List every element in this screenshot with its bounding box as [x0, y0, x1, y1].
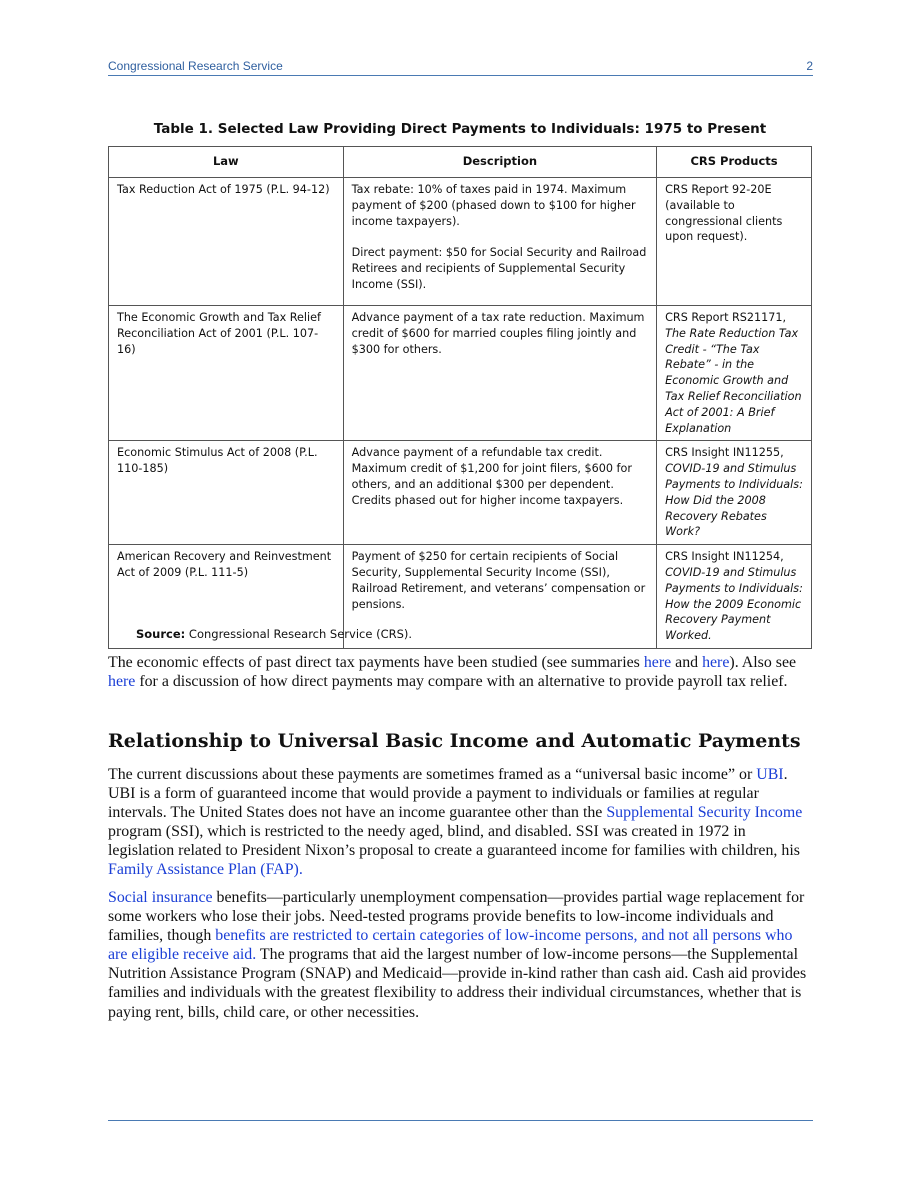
- law-cell: The Economic Growth and Tax Relief Reconciliation Act of 2001 (P.L. 107-16): [109, 306, 344, 441]
- page-number: 2: [806, 59, 813, 73]
- law-cell: American Recovery and Reinvestment Act of 2009 (P.L. 111-5): [109, 545, 344, 649]
- crs-products-cell: [657, 178, 812, 306]
- law-cell: Economic Stimulus Act of 2008 (P.L. 110-185): [109, 441, 344, 545]
- crs-product-title: The Rate Reduction Tax Credit - “The Tax Rebate” - in the Economic Growth and Tax Relief Reconciliation Act of 2001: A Brief Explanation: [665, 326, 802, 435]
- description-text: Tax rebate: 10% of taxes paid in 1974. Maximum payment of $200 (phased down to $100 for higher income taxpayers).: [351, 183, 636, 228]
- table-row: [109, 178, 812, 306]
- fap-link[interactable]: Family Assistance Plan (FAP).: [108, 861, 303, 879]
- description-cell: Advance payment of a refundable tax credit. Maximum credit of $1,200 for joint filers, $600 for others, and an additional $300 per dependent. Credits phased out for higher income taxpayers.: [343, 441, 656, 545]
- table-row: [109, 441, 812, 545]
- column-header-description: Description: [343, 147, 656, 178]
- ssi-link[interactable]: Supplemental Security Income: [606, 804, 803, 822]
- description-cell: Advance payment of a tax rate reduction. Maximum credit of $600 for married couples filing jointly and $300 for others.: [343, 306, 656, 441]
- crs-product-title: COVID-19 and Stimulus Payments to Individuals: How Did the 2008 Recovery Rebates Work?: [665, 462, 803, 539]
- laws-table: [108, 146, 812, 649]
- crs-product-id: CRS Report RS21171,: [665, 311, 787, 324]
- header-org-name: Congressional Research Service: [108, 59, 283, 73]
- paragraph-text: . UBI is a form of guaranteed income that would provide a payment to individuals or families at regular intervals. The United States does not have an income guarantee other than the: [108, 766, 788, 822]
- paragraph-social-insurance: [108, 888, 813, 1022]
- paragraph-past-payments: [108, 653, 813, 691]
- paragraph-text: and: [671, 654, 703, 671]
- column-header-law: Law: [109, 147, 344, 178]
- here-link-2[interactable]: here: [702, 654, 730, 671]
- paragraph-ubi: [108, 765, 813, 880]
- crs-products-cell: [657, 306, 812, 441]
- benefits-restricted-link[interactable]: benefits are restricted to certain categories of low-income persons, and not all persons who are eligible receive aid.: [108, 927, 793, 964]
- paragraph-text: for a discussion of how direct payments may compare with an alternative to provide payroll tax relief.: [135, 673, 788, 691]
- social-insurance-link[interactable]: Social insurance: [108, 889, 213, 906]
- source-label: Source:: [136, 627, 186, 641]
- crs-product-title: COVID-19 and Stimulus Payments to Individuals: How the 2009 Economic Recovery Payment Worked.: [665, 565, 803, 643]
- section-heading: Relationship to Universal Basic Income and Automatic Payments: [108, 730, 801, 752]
- footer-rule: [108, 1120, 813, 1121]
- paragraph-text: The economic effects of past direct tax payments have been studied (see summaries: [108, 654, 644, 671]
- crs-product-id: CRS Insight IN11255,: [665, 446, 784, 460]
- paragraph-text: benefits—particularly unemployment compensation—provides partial wage replacement for some workers who lose their jobs. Need-tested programs provide benefits to low-income individuals and families, though: [108, 889, 805, 945]
- crs-products-cell: [657, 545, 812, 649]
- paragraph-text: program (SSI), which is restricted to the needy aged, blind, and disabled. SSI was created in 1972 in legislation related to President Nixon’s proposal to create a guaranteed income for families with children, his: [108, 823, 800, 860]
- here-link-1[interactable]: here: [643, 654, 672, 671]
- ubi-link[interactable]: UBI: [756, 766, 784, 783]
- table-row: [109, 306, 812, 441]
- paragraph-text: The current discussions about these payments are sometimes framed as a “universal basic income” or: [108, 766, 757, 783]
- column-header-crs-products: CRS Products: [657, 147, 812, 178]
- here-link-3[interactable]: here: [108, 673, 136, 691]
- source-text: Congressional Research Service (CRS).: [185, 627, 413, 641]
- table-header-row: [109, 147, 812, 178]
- paragraph-text: The programs that aid the largest number of low-income persons—the Supplemental Nutrition Assistance Program (SNAP) and Medicaid—provide in-kind rather than cash aid. Cash aid provides families and individuals with the greatest flexibility to address their individual circumstances, whether that is paying rent, bills, child care, or other necessities.: [108, 946, 807, 1021]
- description-cell: Payment of $250 for certain recipients of Social Security, Supplemental Security Income (SSI), Railroad Retirement, and veterans’ compensation or pensions.: [343, 545, 656, 649]
- crs-products-cell: [657, 441, 812, 545]
- table-source-note: [136, 627, 412, 641]
- running-header: [108, 58, 813, 76]
- description-cell: [343, 178, 656, 306]
- table-title: Table 1. Selected Law Providing Direct Payments to Individuals: 1975 to Present: [153, 121, 767, 137]
- description-text: Direct payment: $50 for Social Security and Railroad Retirees and recipients of Supplemental Security Income (SSI).: [351, 246, 647, 291]
- paragraph-text: ). Also see: [729, 654, 797, 671]
- law-cell: Tax Reduction Act of 1975 (P.L. 94-12): [109, 178, 344, 306]
- crs-product-id: CRS Insight IN11254,: [665, 550, 784, 564]
- crs-product-id: CRS Report 92-20E (available to congressional clients upon request).: [665, 183, 783, 244]
